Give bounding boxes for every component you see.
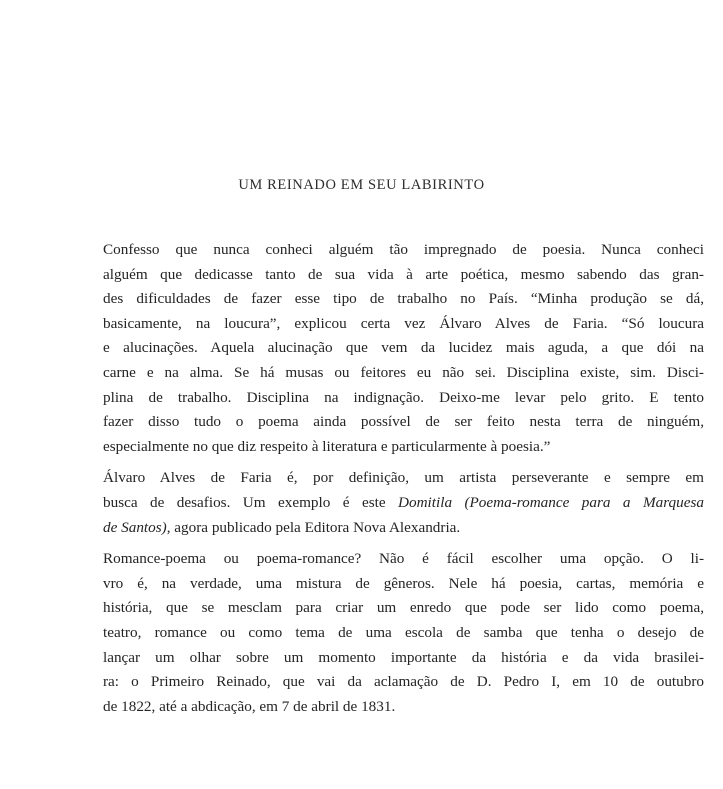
text-line: e alucinações. Aquela alucinação que vem da lucidez mais aguda, a que dói na <box>103 339 704 357</box>
text-line: vro é, na verdade, uma mistura de gêneros. Nele há poesia, cartas, memória e <box>103 574 704 592</box>
text-line: ra: o Primeiro Reinado, que vai da aclamação de D. Pedro I, em 10 de outubro <box>103 673 704 691</box>
text-line: história, que se mesclam para criar um enredo que pode ser lido como poema, <box>103 599 704 617</box>
text-segment: , agora publicado pela Editora Nova Alexandria. <box>166 518 461 536</box>
text-line: especialmente no que diz respeito à literatura e particularmente à poesia.” <box>103 437 551 455</box>
text-segment: Álvaro Alves de Faria é, por definição, um artista perseverante e sempre em <box>103 469 704 487</box>
text-line <box>103 491 704 516</box>
text-line: Confesso que nunca conheci alguém tão impregnado de poesia. Nunca conheci <box>103 241 704 258</box>
text-line: teatro, romance ou como tema de uma escola de samba que tenha o desejo de <box>103 623 704 641</box>
book-title-italic: de Santos) <box>103 518 167 536</box>
paragraph-2 <box>103 466 704 540</box>
text-line <box>103 466 704 491</box>
text-line: basicamente, na loucura”, explicou certa vez Álvaro Alves de Faria. “Só loucura <box>103 314 704 332</box>
text-line: des dificuldades de fazer esse tipo de trabalho no País. “Minha produção se dá, <box>103 290 704 308</box>
book-title-italic: Domitila (Poema-romance para a Marquesa <box>398 493 704 511</box>
paragraph-3 <box>103 547 704 719</box>
paragraph-1 <box>103 238 704 459</box>
text-line: carne e na alma. Se há musas ou feitores eu não sei. Disciplina existe, sim. Disci- <box>103 363 704 381</box>
text-line <box>103 516 704 541</box>
text-line: plina de trabalho. Disciplina na indignação. Deixo-me levar pelo grito. E tento <box>103 388 704 406</box>
text-line: fazer disso tudo o poema ainda possível de ser feito nesta terra de ninguém, <box>103 413 704 431</box>
text-line: Romance-poema ou poema-romance? Não é fácil escolher uma opção. O li- <box>103 550 704 568</box>
chapter-title: UM REINADO EM SEU LABIRINTO <box>238 177 485 193</box>
text-line: lançar um olhar sobre um momento importante da história e da vida brasilei- <box>103 648 704 666</box>
text-line: alguém que dedicasse tanto de sua vida à arte poética, mesmo sabendo das gran- <box>103 265 704 283</box>
text-segment: busca de desafios. Um exemplo é este <box>103 493 399 511</box>
text-line: de 1822, até a abdicação, em 7 de abril de 1831. <box>103 697 396 715</box>
body-text-block <box>103 238 704 719</box>
